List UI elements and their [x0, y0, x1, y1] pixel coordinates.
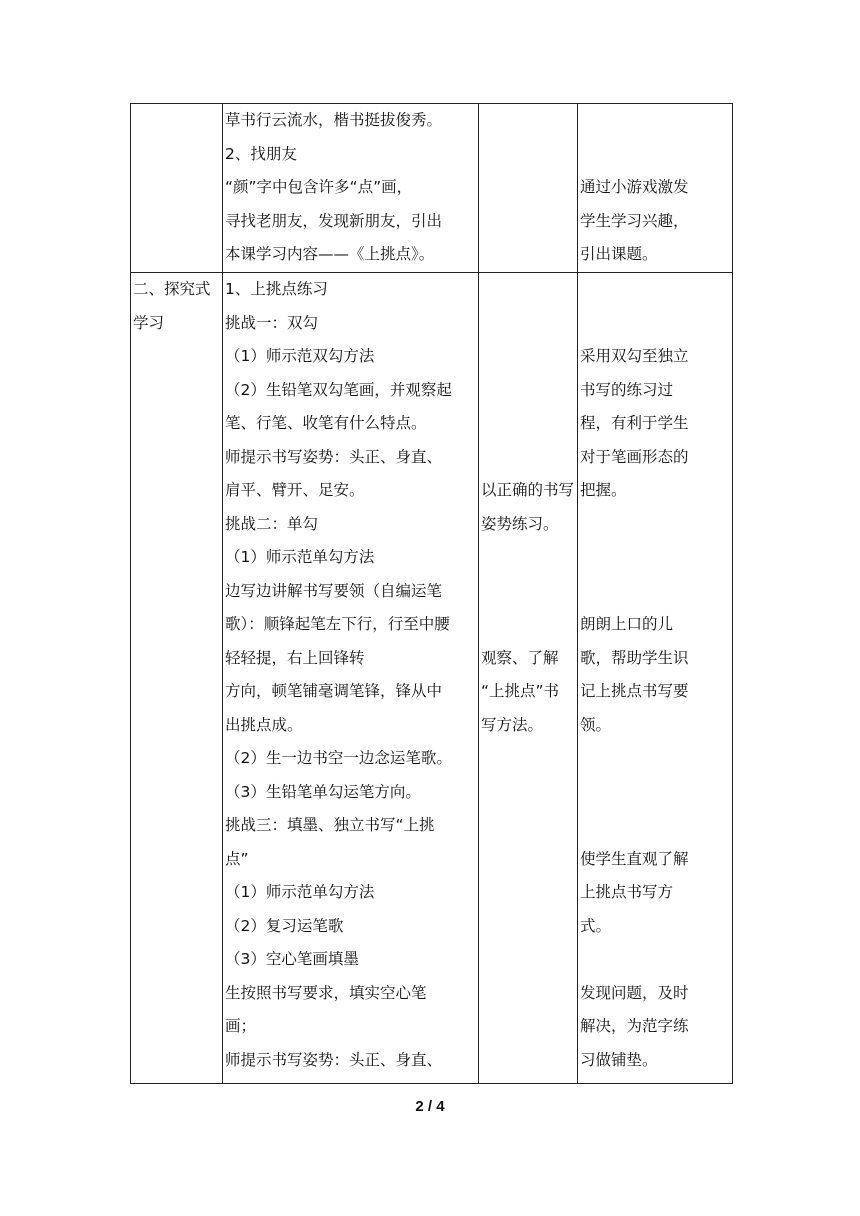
- text-line: 本课学习内容——《上挑点》。: [225, 245, 435, 263]
- text-line: 方向，顿笔铺毫调笔锋，锋从中: [225, 682, 443, 700]
- text-line: 对于笔画形态的: [580, 447, 689, 466]
- text-line: 歌）：顺锋起笔左下行，行至中腰: [225, 615, 450, 633]
- text-line: 式。: [580, 916, 612, 935]
- student-cell: [479, 273, 578, 1084]
- text-line: 程，有利于学生: [580, 414, 689, 432]
- text-line: 使学生直观了解: [580, 849, 689, 868]
- table-row: [131, 273, 733, 1084]
- text-line: “颜”字中包含许多“点”画，: [225, 178, 413, 196]
- activity-cell: [223, 104, 479, 273]
- lesson-plan-table: [130, 103, 733, 1084]
- text-line: 挑战一：双勾: [225, 313, 319, 332]
- text-line: 生按照书写要求，填实空心笔: [225, 983, 427, 1002]
- text-line: 把握。: [580, 481, 627, 499]
- text-line: 上挑点书写方: [580, 883, 674, 901]
- page-total: 4: [436, 1098, 445, 1115]
- intent-cell: [578, 273, 733, 1084]
- text-line: 领。: [580, 715, 612, 734]
- text-line: 书写的练习过: [580, 380, 674, 399]
- text-line: 发现问题，及时: [580, 983, 689, 1002]
- text-line: 采用双勾至独立: [580, 347, 689, 365]
- text-line: （3）空心笔画填墨: [225, 950, 359, 968]
- intent-cell: [578, 104, 733, 273]
- student-cell-empty: [479, 104, 578, 273]
- stage-cell: [131, 273, 223, 1084]
- text-line: （2）复习运笔歌: [225, 916, 344, 935]
- text-line: 写方法。: [481, 715, 544, 734]
- stage-cell-empty: [131, 104, 223, 273]
- text-line: 笔、行笔、收笔有什么特点。: [225, 414, 427, 432]
- text-line: 朗朗上口的儿: [580, 615, 674, 633]
- text-line: 引出课题。: [580, 245, 658, 263]
- text-line: （2）生铅笔双勾笔画，并观察起: [225, 380, 452, 399]
- table-row: [131, 104, 733, 273]
- text-line: 草书行云流水，楷书挺拔俊秀。: [225, 111, 443, 129]
- text-line: 歌，帮助学生识: [580, 648, 689, 667]
- text-line: （1）师示范单勾方法: [225, 548, 375, 566]
- text-line: 解决，为范字练: [580, 1017, 689, 1035]
- text-line: 观察、了解: [481, 648, 559, 667]
- text-line: （1）师示范双勾方法: [225, 347, 375, 365]
- text-line: 姿势练习。: [481, 514, 559, 533]
- text-line: 轻轻提，右上回锋转: [225, 648, 365, 667]
- stage-label: 二、探究式: [133, 280, 211, 298]
- text-line: 点”: [225, 849, 249, 868]
- text-line: 师提示书写姿势：头正、身直、: [225, 447, 443, 466]
- text-line: 寻找老朋友，发现新朋友，引出: [225, 211, 443, 230]
- text-line: （3）生铅笔单勾运笔方向。: [225, 782, 421, 801]
- page-separator: /: [423, 1098, 437, 1115]
- text-line: 通过小游戏激发: [580, 178, 689, 196]
- text-line: 习做铺垫。: [580, 1050, 658, 1069]
- stage-label: 学习: [133, 313, 165, 332]
- text-line: 肩平、臂开、足安。: [225, 481, 365, 499]
- text-line: “上挑点”书: [481, 682, 560, 700]
- text-line: 挑战二：单勾: [225, 514, 319, 533]
- text-line: （2）生一边书空一边念运笔歌。: [225, 749, 452, 767]
- text-line: 1、上挑点练习: [225, 280, 328, 298]
- text-line: （1）师示范单勾方法: [225, 883, 375, 901]
- text-line: 2、找朋友: [225, 144, 297, 163]
- text-line: 以正确的书写: [481, 481, 575, 499]
- text-line: 出挑点成。: [225, 715, 303, 734]
- text-line: 挑战三：填墨、独立书写“上挑: [225, 816, 435, 834]
- text-line: 边写边讲解书写要领（自编运笔: [225, 581, 443, 600]
- text-line: 师提示书写姿势：头正、身直、: [225, 1050, 443, 1069]
- page-number: [0, 1098, 860, 1115]
- text-line: 记上挑点书写要: [580, 682, 689, 700]
- text-line: 画；: [225, 1017, 257, 1035]
- activity-cell: [223, 273, 479, 1084]
- page-current: 2: [415, 1098, 424, 1115]
- text-line: 学生学习兴趣，: [580, 211, 689, 230]
